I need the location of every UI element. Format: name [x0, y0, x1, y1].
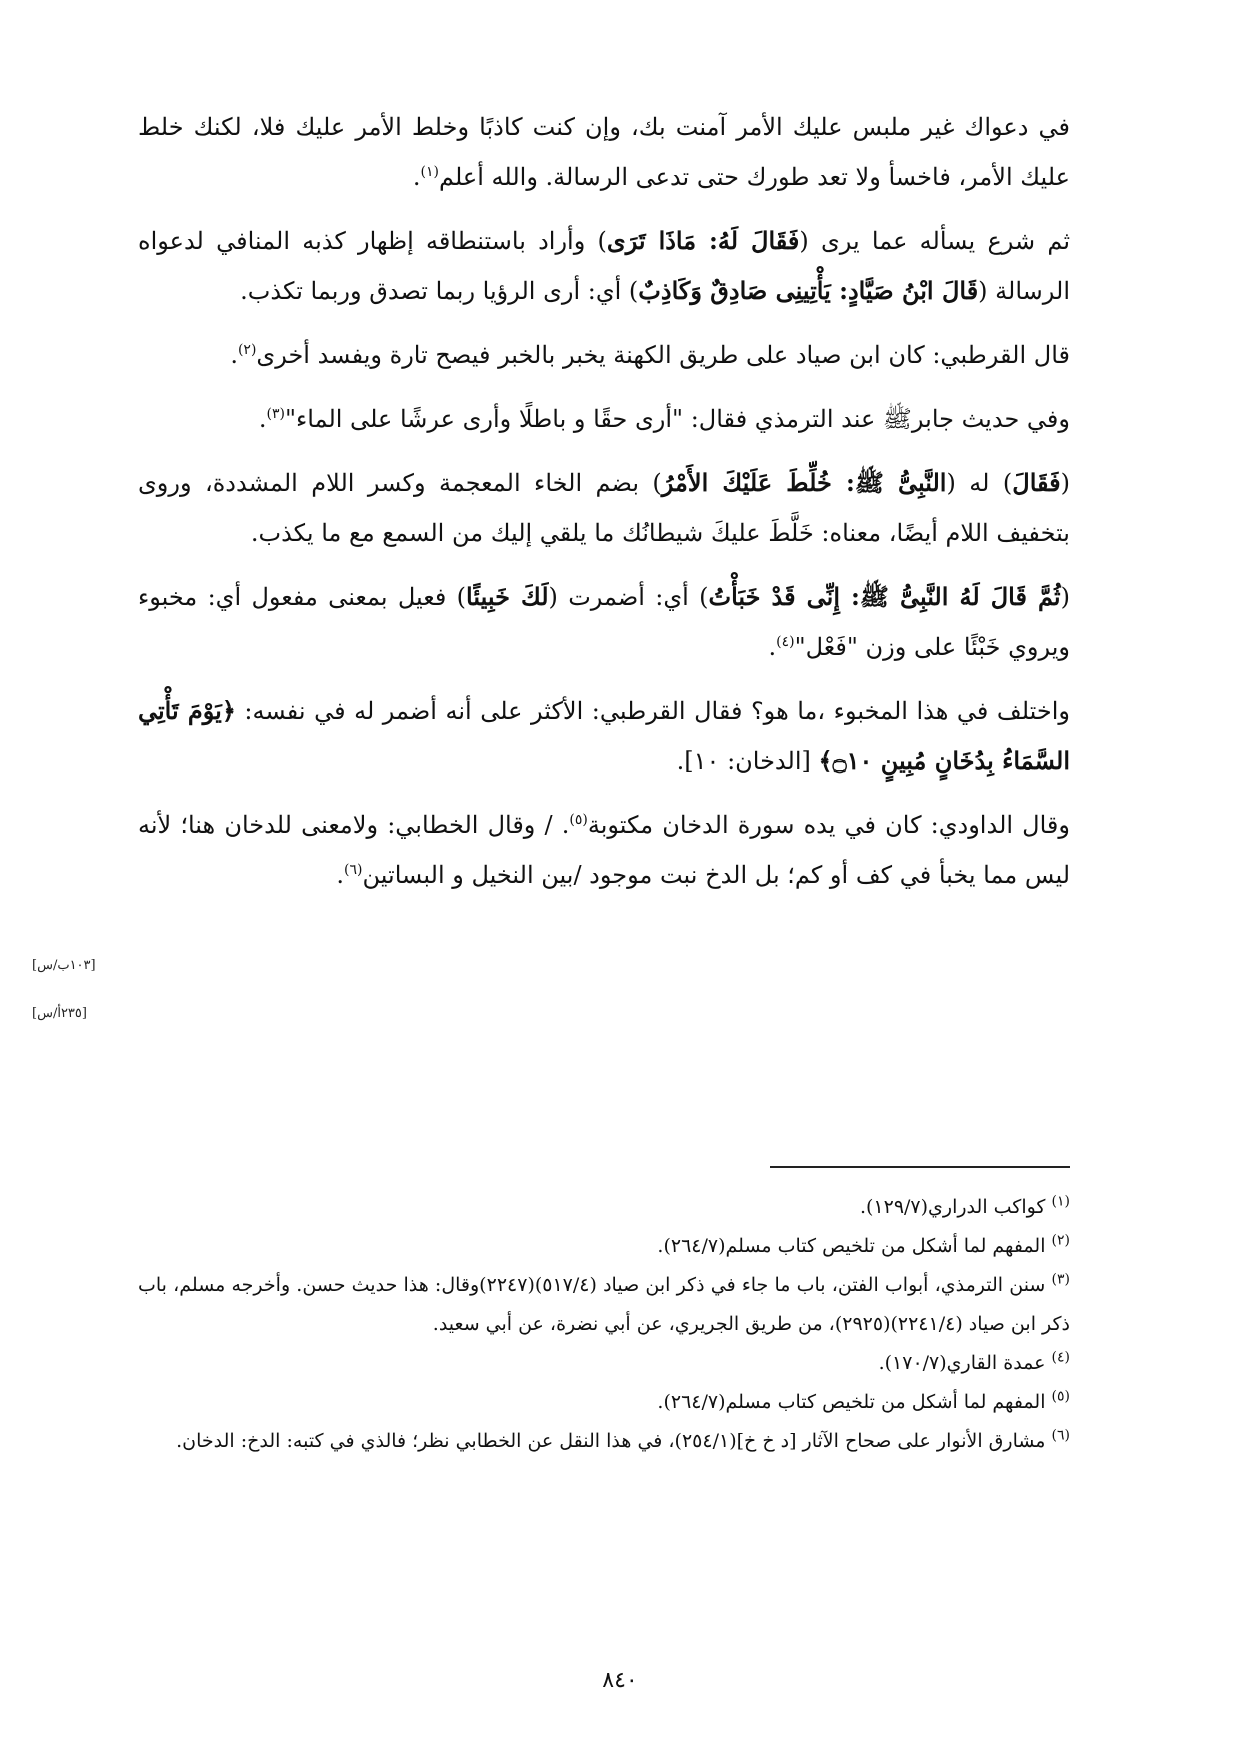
hadith-text: فَقَالَ	[1012, 468, 1061, 497]
paragraph-3: قال القرطبي: كان ابن صياد على طريق الكهنة يخبر بالخبر فيصح تارة ويفسد أخرى$^{(٢)}$.	[230, 341, 1070, 369]
hadith-text: قَالَ ابْنُ صَيَّادٍ: يَأْتِينِى صَادِقٌ وَكَاذِبٌ	[638, 276, 979, 305]
footnote-1: $^{(١)}$ كواكب الدراري(١٢٩/٧).	[859, 1193, 1070, 1218]
manuscript-folio-note: [١٠٣ب/س]	[32, 958, 96, 973]
footnote-6: $^{(٦)}$ مشارق الأنوار على صحاح الآثار [د خ خ](٢٥٤/١)، في هذا النقل عن الخطابي نظر؛ فالذي في كتبه: الدخ: الدخان.	[176, 1427, 1070, 1452]
footnote-ref[interactable]: (١)	[420, 164, 439, 180]
footnote-number: (٣)	[1051, 1271, 1070, 1288]
footnote-ref[interactable]: (٦)	[344, 862, 363, 878]
paragraph-5: (فَقَالَ) له (النَّبِىُّ ﷺ: خُلِّطَ عَلَيْكَ الأَمْرُ) بضم الخاء المعجمة وكسر اللام المشددة، وروى بتخفيف اللام أيضًا، معناه: خَلَّطَ عليكَ شيطانُك ما يلقي إليك من السمع مع ما يكذب.	[138, 468, 1070, 547]
main-text	[138, 102, 1070, 900]
hadith-text: النَّبِىُّ ﷺ: خُلِّطَ عَلَيْكَ الأَمْرُ	[661, 468, 947, 497]
paragraph-1: في دعواك غير ملبس عليك الأمر آمنت بك، وإن كنت كاذبًا وخلط الأمر عليك فلا، لكنك خلط عليك الأمر، فاخسأ ولا تعد طورك حتى تدعى الرسالة. والله أعلم$^{(١)}$.	[138, 113, 1070, 191]
hadith-text: لَكَ خَبِيئًا	[466, 582, 549, 611]
footnote-number: (٦)	[1051, 1427, 1070, 1444]
footnote-2: $^{(٢)}$ المفهم لما أشكل من تلخيص كتاب مسلم(٢٦٤/٧).	[657, 1232, 1070, 1257]
footnote-number: (٥)	[1051, 1388, 1070, 1405]
manuscript-folio-note: [٢٣٥أ/س]	[32, 1006, 87, 1021]
hadith-text: ثُمَّ قَالَ لَهُ النَّبِىُّ ﷺ: إِنِّى قَدْ خَبَأْتُ	[708, 582, 1061, 611]
paragraph-8: وقال الداودي: كان في يده سورة الدخان مكتوبة$^{(٥)}$. / وقال الخطابي: ولامعنى للدخان هنا؛ لأنه ليس مما يخبأ في كف أو كم؛ بل الدخ نبت موجود /بين النخيل و البساتين$^{(٦)}$.	[138, 811, 1070, 889]
paragraph-2: ثم شرع يسأله عما يرى (فَقَالَ لَهُ: مَاذَا تَرَى) وأراد باستنطاقه إظهار كذبه المنافي لدعواه الرسالة (قَالَ ابْنُ صَيَّادٍ: يَأْتِينِى صَادِقٌ وَكَاذِبٌ) أي: أرى الرؤيا ربما تصدق وربما تكذب.	[138, 226, 1070, 305]
footnote-5: $^{(٥)}$ المفهم لما أشكل من تلخيص كتاب مسلم(٢٦٤/٧).	[657, 1388, 1070, 1413]
footnote-3: $^{(٣)}$ سنن الترمذي، أبواب الفتن، باب ما جاء في ذكر ابن صياد (٥١٧/٤)(٢٢٤٧)وقال: هذا حديث حسن. وأخرجه مسلم، باب ذكر ابن صياد (٢٢٤١/٤)(٢٩٢٥)، من طريق الجريري، عن أبي نضرة، عن أبي سعيد.	[138, 1271, 1070, 1335]
hadith-text: فَقَالَ لَهُ: مَاذَا تَرَى	[606, 226, 800, 255]
footnote-number: (٢)	[1051, 1232, 1070, 1249]
footnote-number: (٤)	[1051, 1349, 1070, 1366]
footnote-4: $^{(٤)}$ عمدة القاري(١٧٠/٧).	[878, 1349, 1070, 1374]
footnote-separator	[770, 1166, 1070, 1168]
footnote-ref[interactable]: (٢)	[237, 342, 257, 358]
footnote-ref[interactable]: (٤)	[776, 634, 795, 650]
footnote-ref[interactable]: (٣)	[266, 406, 285, 422]
paragraph-4: وفي حديث جابرﷺ عند الترمذي فقال: "أرى حقًا و باطلًا وأرى عرشًا على الماء"$^{(٣)}$.	[258, 405, 1070, 433]
footnote-number: (١)	[1051, 1193, 1070, 1210]
quran-verse: ﴿يَوْمَ تَأْتِي السَّمَاءُ بِدُخَانٍ مُبِينٍ ۝١٠﴾	[138, 696, 1070, 775]
footnotes	[138, 1188, 1070, 1461]
paragraph-7: واختلف في هذا المخبوء ،ما هو؟ فقال القرطبي: الأكثر على أنه أضمر له في نفسه: ﴿يَوْمَ تَأْتِي السَّمَاءُ بِدُخَانٍ مُبِينٍ ۝١٠﴾ [الدخان: ١٠].	[138, 696, 1071, 775]
paragraph-6: (ثُمَّ قَالَ لَهُ النَّبِىُّ ﷺ: إِنِّى قَدْ خَبَأْتُ) أي: أضمرت (لَكَ خَبِيئًا) فعيل بمعنى مفعول أي: مخبوء ويروي خَبْئًا على وزن "فَعْل"$^{(٤)}$.	[138, 582, 1070, 661]
page-number: ٨٤٠	[602, 1668, 638, 1693]
footnote-ref[interactable]: (٥)	[569, 812, 588, 828]
